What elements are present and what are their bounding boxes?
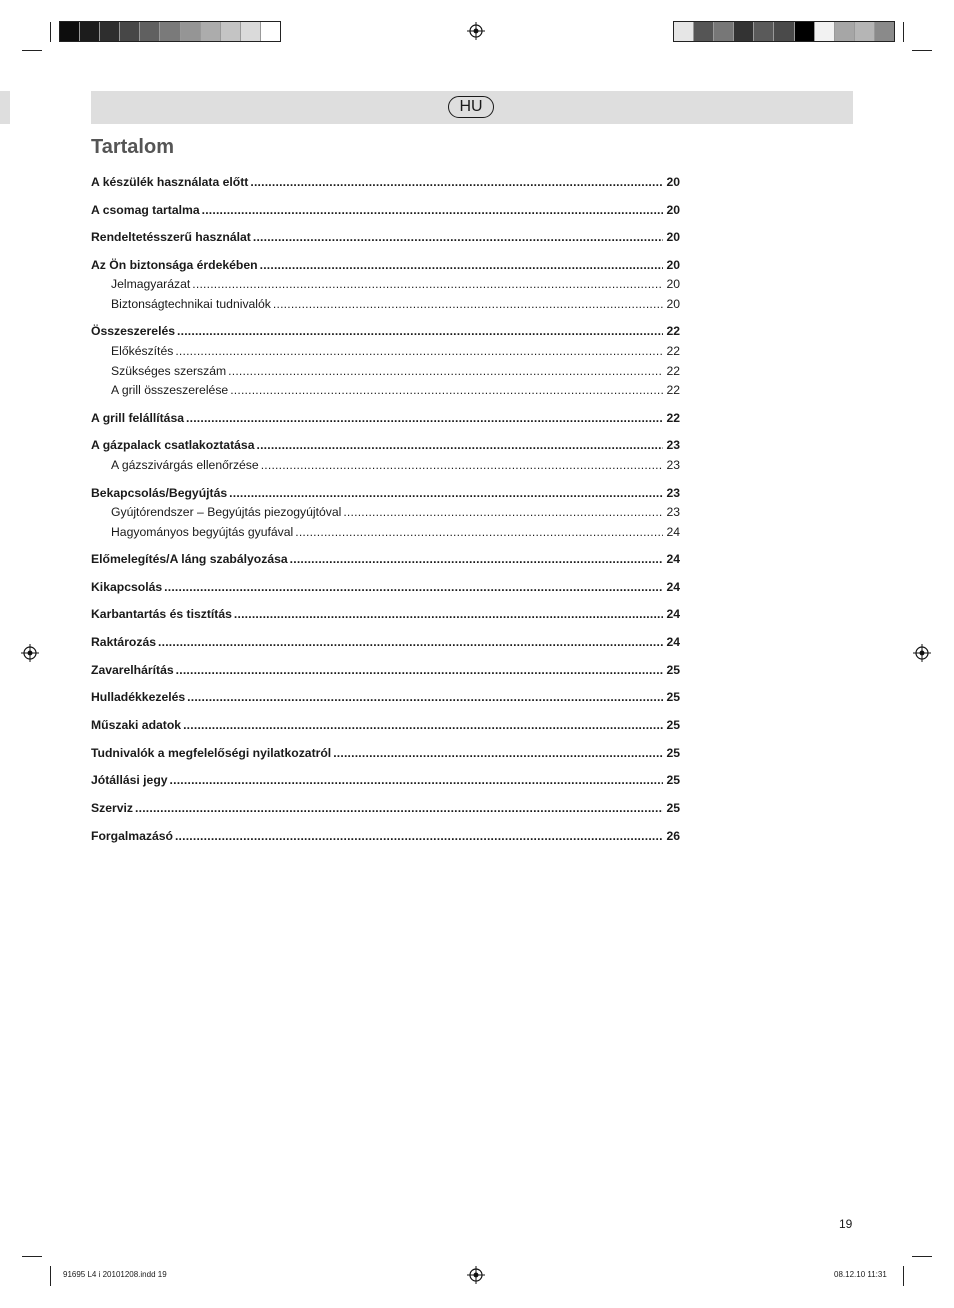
toc-entry-label: Forgalmazásó [91, 828, 173, 843]
toc-entry-page: 25 [666, 773, 680, 787]
toc-entry-label: Jótállási jegy [91, 773, 168, 787]
toc-entry-page: 22 [666, 411, 680, 425]
toc-leader-dots [192, 275, 663, 293]
toc-entry-label: Rendeltetésszerű használat [91, 230, 251, 244]
toc-leader-dots [176, 661, 664, 679]
toc-entry-label: A gázpalack csatlakoztatása [91, 438, 255, 452]
toc-leader-dots [295, 523, 663, 541]
toc-entry-page: 23 [666, 505, 680, 519]
toc-leader-dots [158, 633, 663, 651]
toc-entry-label: Összeszerelés [91, 324, 176, 338]
crop-mark [903, 1266, 904, 1286]
toc-leader-dots [229, 484, 663, 502]
toc-entry [91, 578, 680, 596]
toc-entry [91, 771, 680, 789]
toc-entry-label: Tudnivalók a megfelelőségi nyilatkozatról [91, 745, 332, 760]
toc-entry [111, 503, 680, 521]
toc-entry [91, 484, 680, 502]
toc-entry-page: 22 [666, 383, 680, 397]
toc-entry [111, 362, 680, 380]
toc-leader-dots [175, 342, 663, 360]
toc-leader-dots [333, 744, 663, 762]
page-title: Tartalom [91, 136, 174, 158]
toc-entry-label: Szerviz [91, 801, 134, 815]
toc-leader-dots [170, 771, 664, 789]
toc-entry [91, 436, 680, 454]
toc-entry-label: Műszaki adatok [91, 718, 182, 732]
toc-entry-label: Hulladékkezelés [91, 690, 186, 704]
toc-leader-dots [202, 201, 664, 219]
toc-entry-page: 20 [666, 277, 680, 291]
toc-leader-dots [234, 605, 664, 623]
toc-entry [111, 295, 680, 313]
toc-entry-label: Kikapcsolás [91, 579, 163, 594]
toc-entry-page: 24 [666, 635, 680, 649]
toc-entry-label: A csomag tartalma [91, 202, 200, 217]
toc-entry [91, 633, 680, 651]
toc-entry-label: Előkészítés [111, 344, 174, 358]
toc-entry [91, 799, 680, 817]
toc-leader-dots [164, 578, 663, 596]
page-number: 19 [839, 1217, 853, 1231]
toc-entry-page: 20 [666, 175, 680, 189]
toc-leader-dots [183, 716, 663, 734]
toc-entry-page: 23 [666, 438, 680, 452]
toc-entry-page: 22 [666, 324, 680, 338]
toc-entry [91, 228, 680, 246]
toc-entry-page: 22 [666, 363, 680, 378]
toc-entry-page: 25 [666, 801, 680, 815]
toc-leader-dots [228, 362, 663, 380]
toc-entry [91, 173, 680, 191]
registration-mark-icon [21, 644, 39, 662]
toc-leader-dots [177, 322, 663, 340]
toc-leader-dots [253, 228, 664, 246]
crop-mark [22, 50, 42, 51]
toc-leader-dots [256, 436, 663, 454]
toc-entry-page: 23 [666, 485, 680, 500]
toc-entry-label: A grill felállítása [91, 411, 185, 425]
toc-entry-page: 22 [666, 344, 680, 358]
toc-entry [111, 456, 680, 474]
language-badge: HU [448, 96, 494, 118]
toc-entry [91, 605, 680, 623]
registration-mark-icon [467, 22, 485, 40]
crop-mark [903, 22, 904, 42]
color-bar-right [673, 21, 895, 42]
toc-entry-page: 25 [666, 662, 680, 677]
toc-entry [111, 381, 680, 399]
toc-entry [91, 827, 680, 845]
toc-entry-label: Gyújtórendszer – Begyújtás piezogyújtóval [111, 505, 342, 519]
toc-entry-page: 24 [666, 579, 680, 594]
toc-entry-page: 20 [666, 257, 680, 272]
toc-leader-dots [186, 409, 663, 427]
toc-leader-dots [261, 456, 664, 474]
toc-entry-label: Raktározás [91, 635, 157, 649]
toc-entry-page: 20 [666, 297, 680, 311]
footer-datetime: 08.12.10 11:31 [834, 1270, 887, 1279]
toc-entry [111, 523, 680, 541]
toc-entry-label: Biztonságtechnikai tudnivalók [111, 297, 271, 311]
toc-entry-page: 25 [666, 690, 680, 704]
toc-entry-label: A gázszivárgás ellenőrzése [111, 458, 259, 472]
toc-entry-label: Hagyományos begyújtás gyufával [111, 525, 294, 539]
toc-leader-dots [175, 827, 663, 845]
toc-leader-dots [230, 381, 663, 399]
crop-mark [50, 1266, 51, 1286]
toc-entry-label: Előmelegítés/A láng szabályozása [91, 552, 288, 566]
edge-tab [0, 91, 10, 124]
toc-entry-page: 23 [666, 458, 680, 472]
toc-entry-label: Az Ön biztonsága érdekében [91, 257, 258, 272]
toc-leader-dots [290, 550, 664, 568]
crop-mark [912, 50, 932, 51]
toc-entry-page: 20 [666, 202, 680, 217]
toc-entry-label: Bekapcsolás/Begyújtás [91, 485, 228, 500]
toc-entry [91, 688, 680, 706]
toc-entry [91, 744, 680, 762]
crop-mark [50, 22, 51, 42]
toc-entry-page: 25 [666, 718, 680, 732]
toc-leader-dots [343, 503, 663, 521]
crop-mark [912, 1256, 932, 1257]
toc-entry-label: Szükséges szerszám [111, 363, 227, 378]
toc-leader-dots [135, 799, 663, 817]
footer-file-name: 91695 L4 i 20101208.indd 19 [63, 1270, 167, 1279]
crop-mark [22, 1256, 42, 1257]
registration-mark-icon [467, 1266, 485, 1284]
toc-entry [91, 550, 680, 568]
toc-entry [91, 322, 680, 340]
toc-entry [91, 201, 680, 219]
color-bar-left [59, 21, 281, 42]
toc-entry-label: A grill összeszerelése [111, 383, 229, 397]
toc-entry-page: 24 [666, 607, 680, 621]
toc-entry-page: 20 [666, 230, 680, 244]
toc-entry-label: Zavarelhárítás [91, 662, 174, 677]
toc-entry-page: 24 [666, 525, 680, 539]
toc-entry-label: Karbantartás és tisztítás [91, 607, 232, 621]
toc-entry-page: 26 [666, 828, 680, 843]
toc-entry [111, 275, 680, 293]
toc-entry [111, 342, 680, 360]
toc-leader-dots [260, 256, 664, 274]
toc-entry-label: Jelmagyarázat [111, 277, 191, 291]
toc-leader-dots [187, 688, 663, 706]
toc-entry [91, 716, 680, 734]
toc-entry-page: 24 [666, 552, 680, 566]
toc-entry [91, 409, 680, 427]
registration-mark-icon [913, 644, 931, 662]
toc-entry-page: 25 [666, 745, 680, 760]
toc-leader-dots [250, 173, 663, 191]
toc-entry [91, 661, 680, 679]
toc-leader-dots [273, 295, 664, 313]
toc-entry [91, 256, 680, 274]
toc-entry-label: A készülék használata előtt [91, 175, 249, 189]
